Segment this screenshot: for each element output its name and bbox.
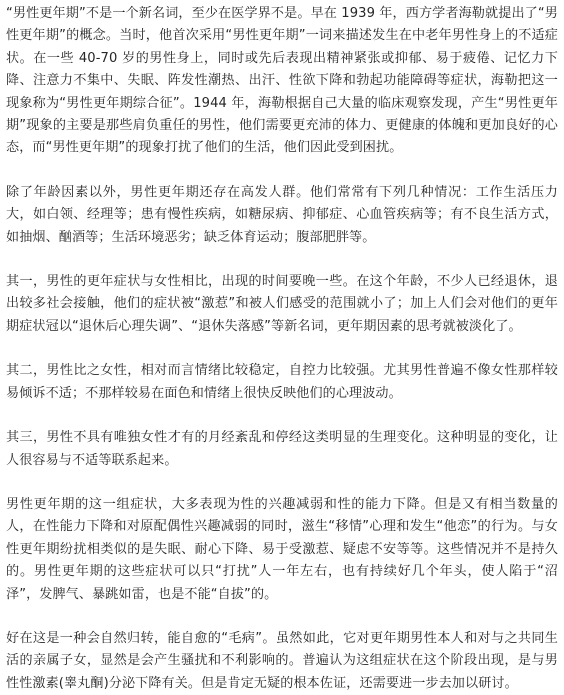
paragraph-history: “男性更年期”不是一个新名词，至少在医学界不是。早在 1939 年，西方学者海勒就提出了“男性更年期”的概念。当时，他首次采用“男性更年期”一词来描述发生在中老年男性身上的不适症状。在一些 40-70 岁的男性身上，同时或先后表现出精神紧张或抑郁、易于疲倦、记忆力下降、注意力不集中、失眠、阵发性潮热、出汗、性欲下降和勃起功能障碍等症状，海勒把这一现象称为“男性更年期综合征”。1944 年，海勒根据自己大量的临床观察发现，产生“男性更年期”现象的主要是那些肩负重任的男性，他们需要更充沛的体力、更健康的体魄和更加良好的心态，而“男性更年期”的现象打扰了他们的生活，他们因此受到困扰。 <box>6 6 558 156</box>
paragraph-reason-three: 其三，男性不具有唯独女性才有的月经紊乱和停经这类明显的生理变化。这种明显的变化，让人很容易与不适等联系起来。 <box>6 430 558 468</box>
paragraph-self-healing: 好在这是一种会自然归转，能自愈的“毛病”。虽然如此，它对更年期男性本人和对与之共同生活的亲属子女，显然是会产生骚扰和不利影响的。普遍认为这组症状在这个阶段出现，是与男性性激素(睾丸酮)分泌下降有关。但是肯定无疑的根本佐证，还需要进一步去加以研讨。 <box>6 630 558 691</box>
paragraph-high-risk-groups: 除了年龄因素以外，男性更年期还存在高发人群。他们常常有下列几种情况：工作生活压力大，如白领、经理等；患有慢性疾病，如糖尿病、抑郁症、心血管疾病等；有不良生活方式，如抽烟、酗酒等；生活环境恶劣；缺乏体育运动；腹部肥胖等。 <box>6 184 558 245</box>
paragraph-reason-one: 其一，男性的更年症状与女性相比，出现的时间要晚一些。在这个年龄，不少人已经退休，退出较多社会接触，他们的症状被“激惹”和被人们感受的范围就小了；加上人们会对他们的更年期症状冠以“退休后心理失调”、“退休失落感”等新名词，更年期因素的思考就被淡化了。 <box>6 274 558 334</box>
paragraph-symptoms: 男性更年期的这一组症状，大多表现为性的兴趣减弱和性的能力下降。但是又有相当数量的人，在性能力下降和对原配偶性兴趣减弱的同时，滋生“移情”心理和发生“他恋”的行为。与女性更年期纷扰相类似的是失眠、耐心下降、易于受激惹、疑虑不安等等。这些情况并不是持久的。男性更年期的这些症状可以只“打扰”人一年左右，也有持续好几个年头，使人陷于“沼泽”，发脾气、暴跳如雷，也是不能“自拔”的。 <box>6 496 558 602</box>
paragraph-reason-two: 其二，男性比之女性，相对而言情绪比较稳定，自控力比较强。尤其男性普遍不像女性那样较易倾诉不适；不那样较易在面色和情绪上很快反映他们的心理波动。 <box>6 363 558 401</box>
